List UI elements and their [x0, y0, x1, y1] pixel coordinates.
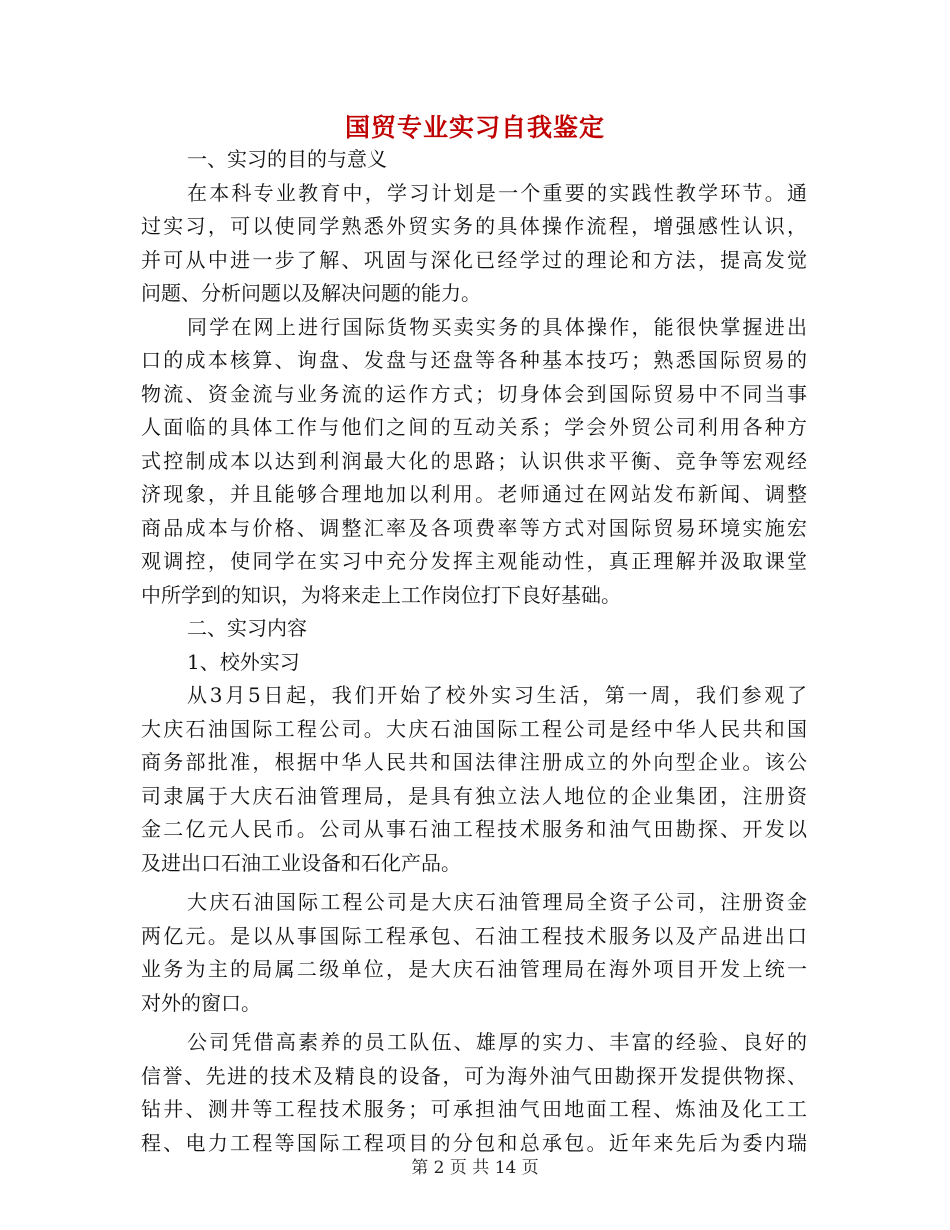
document-body: [141, 143, 807, 1160]
text-line: 过实习，可以使同学熟悉外贸实务的具体操作流程，增强感性认识，: [141, 214, 807, 238]
text-line: 物流、资金流与业务流的运作方式；切身体会到国际贸易中不同当事: [141, 381, 807, 406]
paragraph: [141, 311, 807, 613]
text-line: 一、实习的目的与意义: [187, 147, 387, 171]
text-line: 大庆石油国际工程公司。大庆石油国际工程公司是经中华人民共和国: [141, 716, 807, 741]
text-line: 大庆石油国际工程公司是大庆石油管理局全资子公司，注册资金: [187, 890, 807, 914]
text-line: 金二亿元人民币。公司从事石油工程技术服务和油气田勘探、开发以: [141, 817, 807, 841]
text-line: 对外的窗口。: [141, 990, 261, 1015]
text-line: 人面临的具体工作与他们之间的互动关系；学会外贸公司利用各种方: [141, 415, 807, 439]
text-line: 同学在网上进行国际货物买卖实务的具体操作，能很快掌握进出: [187, 314, 807, 339]
text-line: 业务为主的局属二级单位，是大庆石油管理局在海外项目开发上统一: [141, 957, 807, 981]
paragraph: [141, 886, 807, 1020]
text-line: 两亿元。是以从事国际工程承包、石油工程技术服务以及产品进出口: [141, 923, 807, 948]
paragraph: [141, 143, 807, 177]
page-footer: 第 2 页 共 14 页: [411, 1158, 539, 1178]
paragraph: [141, 679, 807, 880]
text-line: 式控制成本以达到利润最大化的思路；认识供求平衡、竞争等宏观经: [141, 448, 807, 473]
text-line: 从3月5日起，我们开始了校外实习生活，第一周，我们参观了: [187, 683, 807, 707]
text-line: 商务部批准，根据中华人民共和国法律注册成立的外向型企业。该公: [141, 750, 807, 774]
paragraph: [141, 1026, 807, 1160]
text-line: 公司凭借高素养的员工队伍、雄厚的实力、丰富的经验、良好的: [187, 1030, 807, 1054]
text-line: 信誉、先进的技术及精良的设备，可为海外油气田勘探开发提供物探、: [141, 1063, 807, 1088]
text-line: 中所学到的知识，为将来走上工作岗位打下良好基础。: [141, 582, 621, 607]
text-line: 二、实习内容: [187, 616, 307, 640]
text-line: 在本科专业教育中，学习计划是一个重要的实践性教学环节。通: [187, 180, 807, 205]
paragraph: [141, 646, 807, 680]
text-line: 程、电力工程等国际工程项目的分包和总承包。近年来先后为委内瑞: [141, 1130, 807, 1155]
text-line: 1、校外实习: [187, 649, 300, 674]
document-title: 国贸专业实习自我鉴定: [344, 113, 605, 142]
text-line: 并可从中进一步了解、巩固与深化已经学过的理论和方法，提高发觉: [141, 247, 807, 272]
paragraph: [141, 612, 807, 646]
paragraph: [141, 177, 807, 311]
text-line: 商品成本与价格、调整汇率及各项费率等方式对国际贸易环境实施宏: [141, 515, 807, 540]
text-line: 观调控，使同学在实习中充分发挥主观能动性，真正理解并汲取课堂: [141, 549, 807, 573]
text-line: 口的成本核算、询盘、发盘与还盘等各种基本技巧；熟悉国际贸易的: [141, 348, 807, 372]
text-line: 司隶属于大庆石油管理局，是具有独立法人地位的企业集团，注册资: [141, 783, 807, 808]
text-line: 及进出口石油工业设备和石化产品。: [141, 850, 461, 875]
text-line: 济现象，并且能够合理地加以利用。老师通过在网站发布新闻、调整: [141, 482, 807, 506]
text-line: 钻井、测井等工程技术服务；可承担油气田地面工程、炼油及化工工: [141, 1097, 807, 1121]
text-line: 问题、分析问题以及解决问题的能力。: [141, 281, 481, 305]
